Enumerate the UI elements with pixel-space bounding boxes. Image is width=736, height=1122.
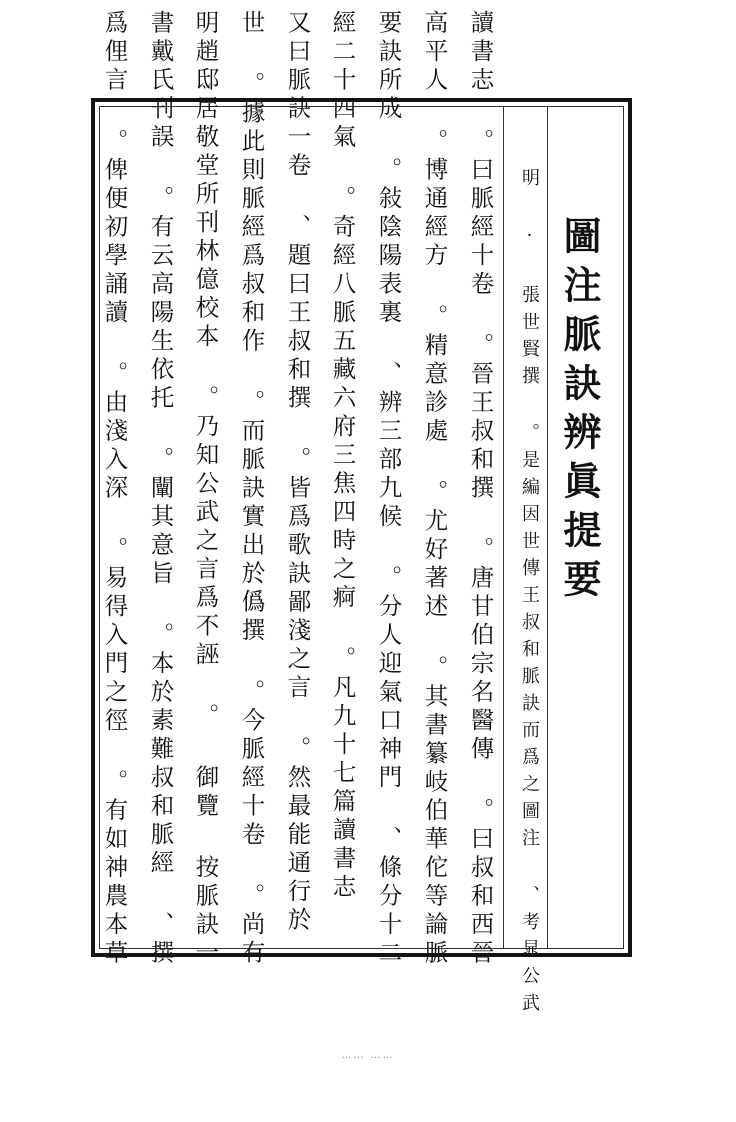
column-rule [547, 107, 548, 948]
column-rule [503, 107, 504, 948]
text-column-6: 世 。據此則脈經爲叔和作 。而脈訣實出於僞撰 。今脈經十卷 。尚有 [237, 10, 266, 969]
text-column-4: 經二十四氣 。奇經八脈五藏六府三焦四時之痾 。凡九十七篇讀書志 [328, 10, 357, 903]
author-line: 明 · 張世賢撰 。是編因世傳王叔和脈訣而爲之圖注 、考晁公武 [519, 168, 540, 1020]
page-footer: …… …… [341, 1050, 395, 1061]
text-column-8: 書戴氏刊誤 。有云高陽生依托 。闡其意旨 。本於素難叔和脈經 、撰 [146, 10, 175, 969]
text-column-5: 又曰脈訣一卷 、題曰王叔和撰 。皆爲歌訣鄙淺之言 。然最能通行於 [283, 10, 312, 936]
text-column-2: 高平人 。博通經方 。精意診處 。尤好著述 。其書纂岐伯華佗等論脈 [420, 10, 449, 969]
text-column-9: 爲俚言 。俾便初學誦讀 。由淺入深 。易得入門之徑 。有如神農本草 [100, 10, 129, 969]
text-column-3: 要訣所成 。敍陰陽表裏 、辨三部九候 。分人迎氣口神門 、條分十二 [374, 10, 403, 969]
text-column-1: 讀書志 。曰脈經十卷 。晉王叔和撰 。唐甘伯宗名醫傳 。曰叔和西晉 [466, 10, 495, 969]
text-column-7: 明趙邸居敬堂所刊林億校本 。乃知公武之言爲不誣 。 御覽 按脈訣一 [191, 10, 220, 969]
inner-border [99, 106, 624, 949]
document-title: 圖注脈訣辨眞提要 [557, 216, 602, 608]
